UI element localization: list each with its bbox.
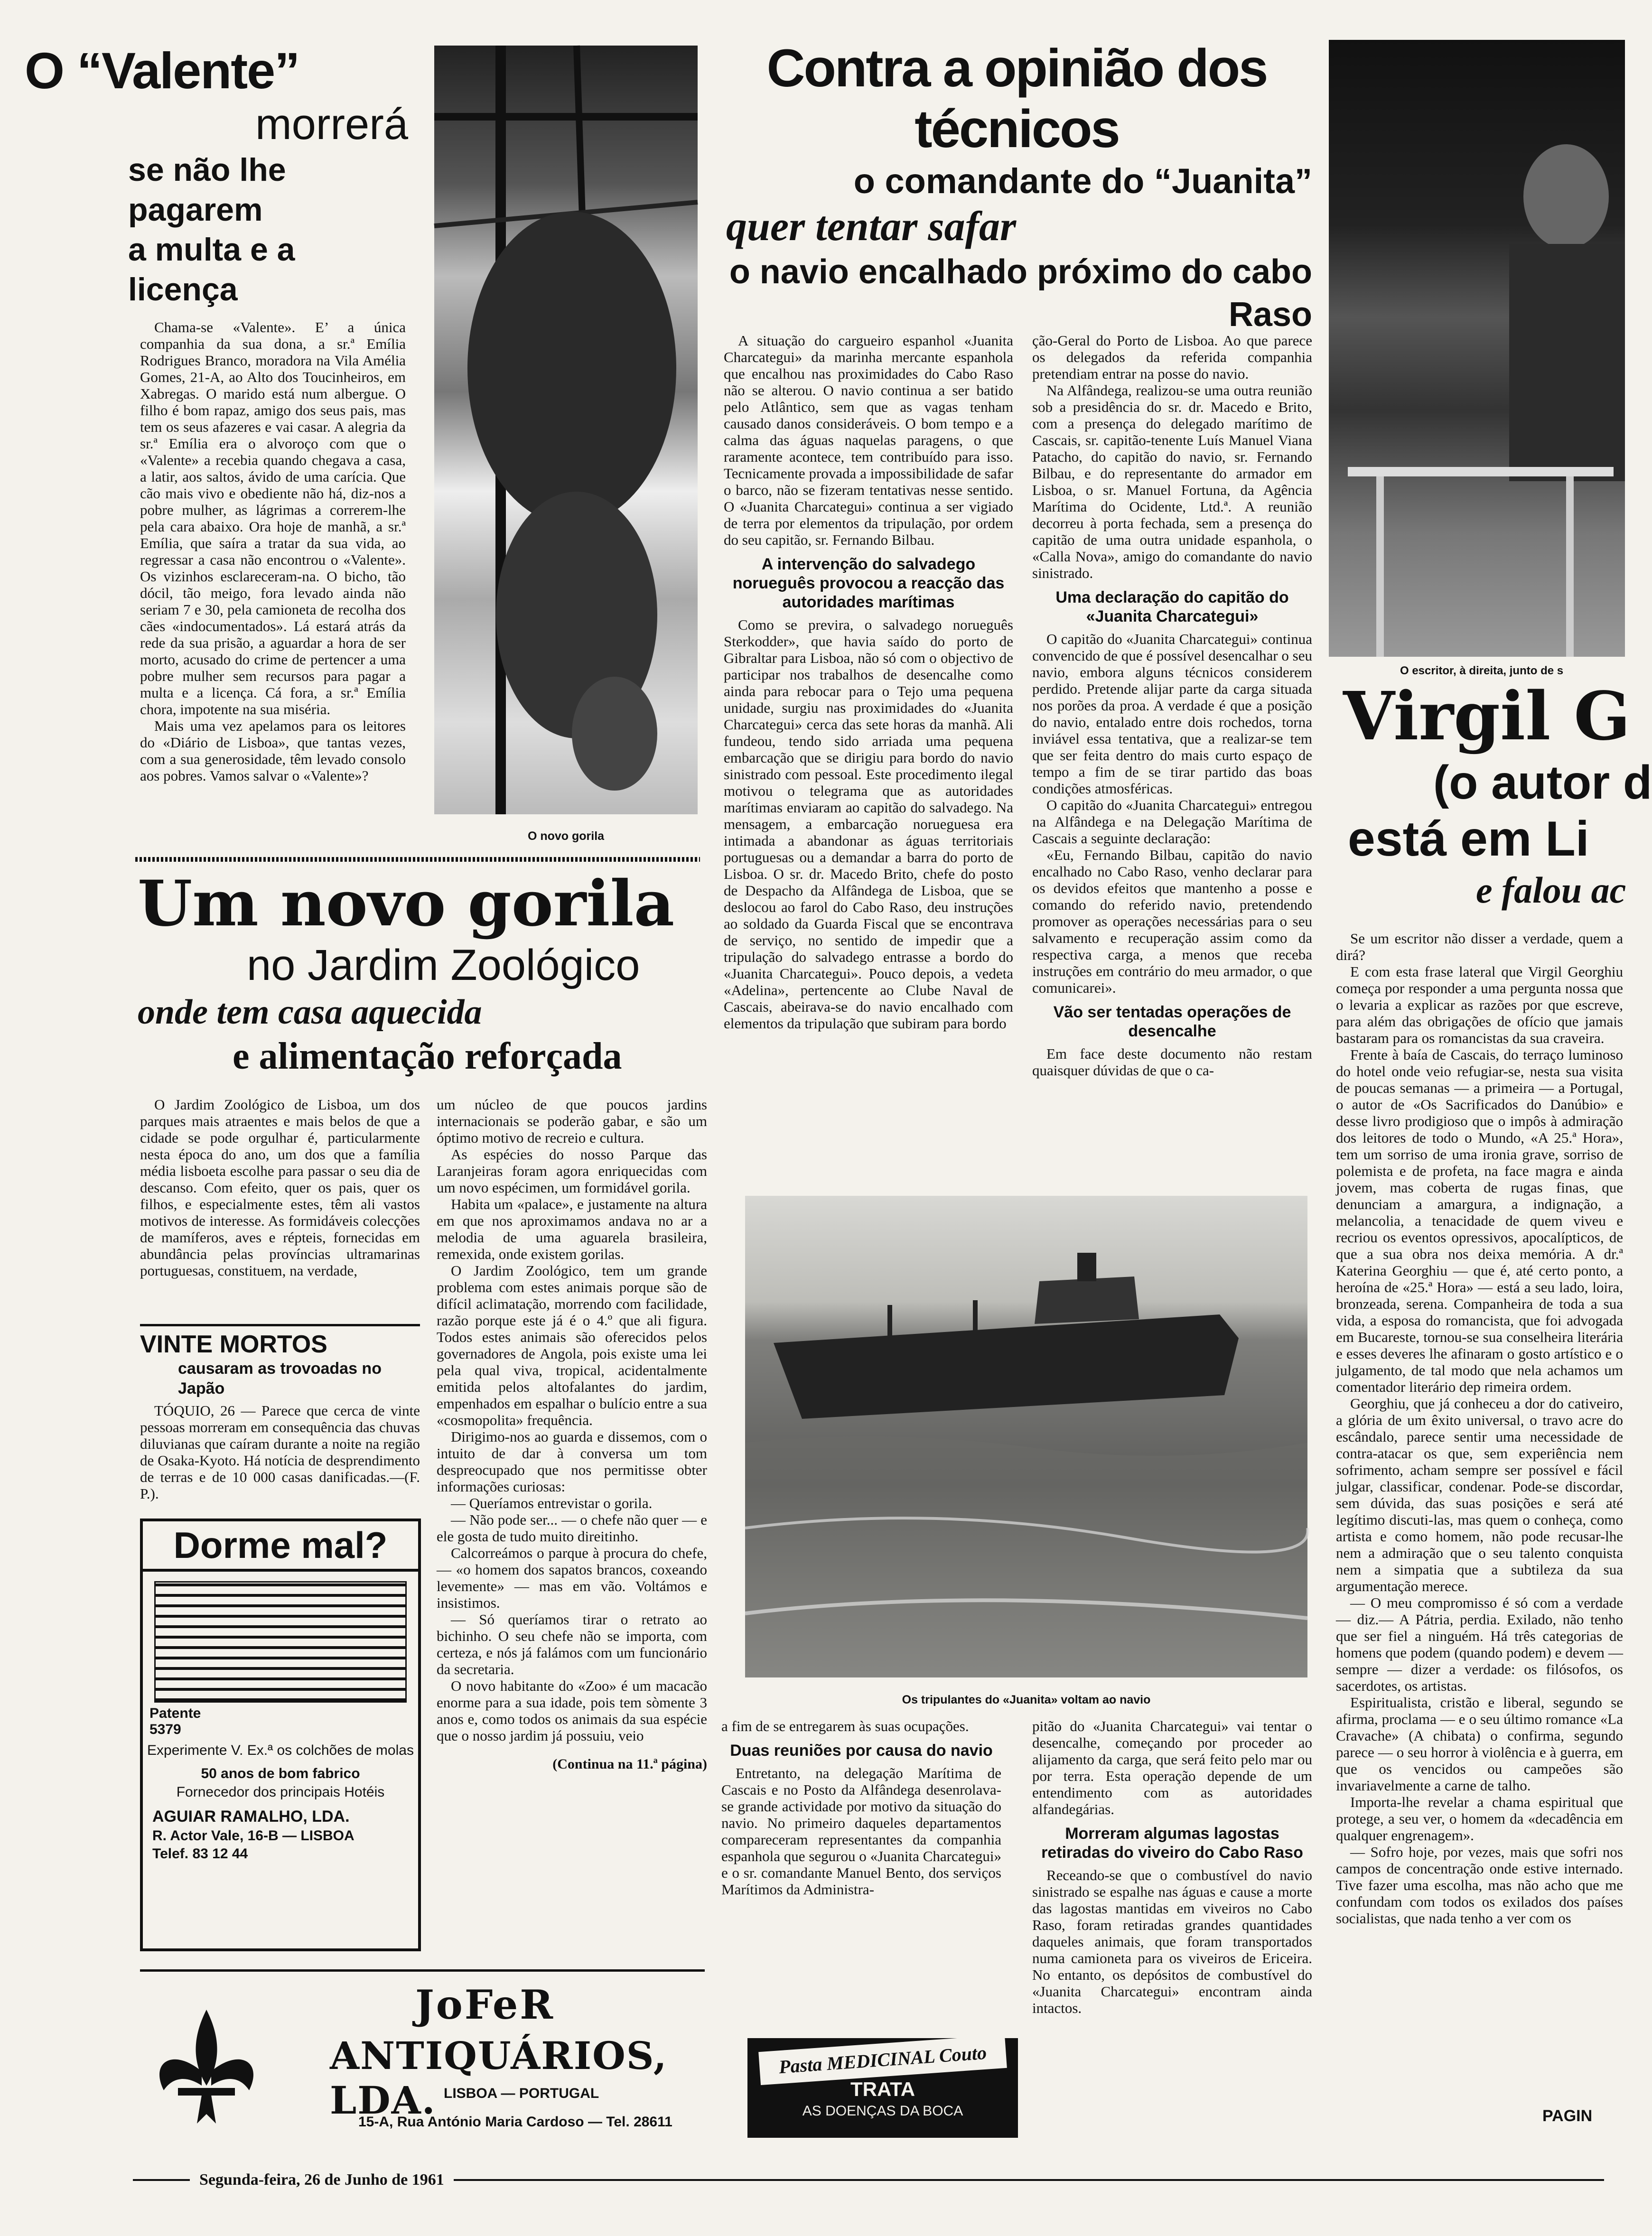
juanita-headline xyxy=(721,38,1312,336)
virgil-title-4: e falou ac xyxy=(1476,869,1626,911)
gorila-paragraph: Habita um «palace», e justamente na altura em que nos aproximamos andava no ar a melodia de uma aguarela brasileira, remexida, onde existem gorilas. xyxy=(437,1196,707,1262)
pasta-line: AS DOENÇAS DA BOCA xyxy=(802,2103,963,2119)
juanita-paragraph: Em face deste documento não restam quaisquer dúvidas de que o ca- xyxy=(1032,1045,1312,1079)
juanita-subheading: Uma declaração do capitão do «Juanita Charcategui» xyxy=(1055,588,1289,625)
juanita-title-3: quer tentar safar xyxy=(726,204,1017,250)
dorme-phone: Telef. 83 12 44 xyxy=(152,1846,248,1862)
gorila-photo xyxy=(434,46,698,814)
virgil-title-2: (o autor d xyxy=(1433,756,1652,809)
gorila-paragraph: Dirigimo-nos ao guarda e dissemos, com o intuito de dar à conversa um tom despreocupado que nos permitisse obter informações curiosas: xyxy=(437,1428,707,1495)
juanita-paragraph: pitão do «Juanita Charcategui» vai tentar o desencalhe, começando por proceder ao alijamento da carga, que será feito pelo mar ou por terra. Esta operação depende de um entendimento com as autoridades alfandegárias. xyxy=(1032,1718,1312,1817)
page-date: Segunda-feira, 26 de Junho de 1961 xyxy=(199,2171,444,2189)
juanita-title-4: o navio encalhado próximo do cabo Raso xyxy=(729,253,1312,334)
gorila-title-3: onde tem casa aquecida xyxy=(138,993,482,1032)
separator xyxy=(140,1324,420,1326)
separator xyxy=(133,2179,190,2181)
gorila-col-1 xyxy=(140,1096,420,1279)
fleur-de-lis-icon xyxy=(145,2005,268,2128)
virgil-title: Virgil G xyxy=(1343,678,1631,755)
juanita-subheading: A intervenção do salvadego norueguês provocou a reacção das autoridades marítimas xyxy=(732,555,1005,611)
separator xyxy=(454,2179,1604,2181)
valente-article xyxy=(19,43,413,784)
dorme-company: AGUIAR RAMALHO, LDA. xyxy=(152,1807,350,1826)
gorila-paragraph: As espécies do nosso Parque das Laranjeiras foram agora enriquecidas com um novo espécimen, um formidável gorila. xyxy=(437,1146,707,1196)
vinte-subtitle: causaram as trovoadas no Japão xyxy=(178,1360,382,1398)
juanita-paragraph: Na Alfândega, realizou-se uma outra reunião sob a presidência do sr. dr. Macedo e Brito, com a presença do delegado marítimo de Cascais, sr. capitão-tenente Luís Manuel Viana Patacho, do capitão do navio, sr. Fernando Bilbau, e do representante do armador em Lisboa, o sr. Manuel Fortuna, da Agência Marítima do Ocidente, Ltd.ª. A reunião decorreu à porta fechada, sem a presença do capitão de uma outra unidade espanhola, o «Calla Nova», amigo do comandante do navio sinistrado. xyxy=(1032,382,1312,581)
dorme-mal-ad xyxy=(140,1519,421,1951)
juanita-col-1 xyxy=(724,332,1013,1032)
juanita-paragraph: «Eu, Fernando Bilbau, capitão do navio encalhado no Cabo Raso, venho declarar para os devidos efeitos que mantenho a posse e comando do referido navio, pretendendo promover as operações necessárias para o seu salvamento e recuperação assim como da respectiva carga, a menos que receba instruções em contrário do meu armador, o que comunicarei». xyxy=(1032,847,1312,996)
gorila-title-4: e alimentação reforçada xyxy=(233,1035,622,1077)
page-marker: PAGIN xyxy=(1542,2107,1593,2125)
jofer-logo: JoFeR xyxy=(415,1981,555,2028)
ship-photo xyxy=(745,1196,1307,1677)
gorila-title: Um novo gorila xyxy=(138,867,675,941)
juanita-paragraph: O capitão do «Juanita Charcategui» continua convencido de que é possível desencalhar o seu navio, embora alguns técnicos considerem perdido. Pretende alijar parte da carga situada nos porões da proa. A verdade é que a posição do navio, entalado entre dois rochedos, torna inviável essa tentativa, que a realizar-se tem que ser feita dentro do mais curto espaço de tempo a fim de se tirar partido das boas condições atmosféricas. xyxy=(1032,631,1312,797)
gorila-paragraph: — Queríamos entrevistar o gorila. xyxy=(451,1495,653,1511)
gorila-paragraph: O Jardim Zoológico de Lisboa, um dos parques mais atraentes e mais belos de que a cidade se pode orgulhar é, particularmente nesta época do ano, um dos que a família média lisboeta escolhe para passar o seu dia de descanso. Com efeito, quer os pais, quer os filhos, e especialmente estes, têm ali vastos motivos de interesse. As formidáveis colecções de mamíferos, aves e répteis, fornecidas em abundância pelas províncias ultramarinas portuguesas, constituem, na verdade, xyxy=(140,1096,420,1279)
virgil-paragraph: E com esta frase lateral que Virgil Georghiu começa por responder a uma pergunta nossa que o levaria a explicar as razões por que escreve, para além das obrigações de ofício que jamais bastaram para os romancistas da sua craveira. xyxy=(1336,963,1623,1046)
gorila-headline xyxy=(138,868,707,1079)
patente-number: 5379 xyxy=(149,1722,181,1737)
footer xyxy=(133,2171,1604,2189)
juanita-paragraph: a fim de se entregarem às suas ocupações. xyxy=(721,1718,969,1734)
gorila-title-2: no Jardim Zoológico xyxy=(247,941,640,989)
valente-paragraph: Chama-se «Valente». E’ a única companhia da sua dona, a sr.ª Emília Rodrigues Branco, moradora na Vila Amélia Gomes, 21-A, ao Alto dos Toucinheiros, em Xabregas. O marido está num albergue. O filho é bom rapaz, amigo dos seus pais, mas tem os seus afazeres e vai casar. A alegria da sr.ª Emília era o alvoroço com que o «Valente» a recebia quando chegava a casa, a latir, aos saltos, ávido de uma carícia. Que cão mais vivo e obediente não há, diz-nos a pobre mulher, as lágrimas a correrem-lhe pela cara abaixo. Ora hoje de manhã, a sr.ª Emília, que saíra a tratar da sua vida, ao regressar a casa não encontrou o «Valente». Os vizinhos esclareceram-na. O bicho, tão dócil, tão meigo, fora levado ainda não seriam 7 e 30, pela camioneta de recolha dos cães «indocumentados». Lá estará atrás da rede da sua prisão, a aguardar a hora de ser morto, acusado do crime de pertencer a uma pobre mulher sem recursos para pagar a multa e a licença. Cá fora, a sr.ª Emília chora, impotente na sua miséria. xyxy=(140,319,406,717)
gorila-col-2 xyxy=(437,1096,707,1772)
virgil-body xyxy=(1336,930,1623,2069)
jofer-address: 15-A, Rua António Maria Cardoso — Tel. 28611 xyxy=(358,2114,672,2130)
dorme-line: Fornecedor dos principais Hotéis xyxy=(176,1784,385,1800)
separator xyxy=(135,857,700,862)
virgil-headline xyxy=(1334,678,1652,913)
juanita-title: Contra a opinião dos técnicos xyxy=(766,38,1267,158)
virgil-paragraph: Importa-lhe revelar a chama espiritual que protege, a seu ver, o homem da «decadência em qualquer engrenagem». xyxy=(1336,1794,1623,1844)
vinte-paragraph: TÓQUIO, 26 — Parece que cerca de vinte pessoas morreram em consequência das chuvas diluvianas que caíram durante a noite na região de Osaka-Kyoto. Há notícia de desprendimento de terras e de 10 000 casas danificadas.—(F. P.). xyxy=(140,1402,420,1502)
valente-title: O “Valente” xyxy=(25,42,299,99)
gorila-paragraph: — Não pode ser... — o chefe não quer — e ele gosta de tudo muito direitinho. xyxy=(437,1511,707,1545)
juanita-paragraph: Entretanto, na delegação Marítima de Cascais e no Posto da Alfândega desenrolava-se grande actividade por motivo da situação do navio. No primeiro daqueles departamentos compareceram representantes da companhia espanhola que segurou o «Juanita Charcategui» e o sr. comandante Manuel Bento, dos serviços Marítimos da Administra- xyxy=(721,1765,1001,1898)
virgil-paragraph: — O meu compromisso é só com a verdade — diz.— A Pátria, perdia. Exilado, não tenho que ser fiel a ninguém. Há três categorias de homens que podem (quando podem) e devem — sempre — dizer a verdade: os filósofos, os sacerdotes, os artistas. xyxy=(1336,1594,1623,1694)
virgil-paragraph: Frente à baía de Cascais, do terraço luminoso do hotel onde veio refugiar-se, nesta sua visita de poucas semanas — a primeira — a Portugal, o autor de «Os Sacrificados do Danúbio» e desse livro prodigioso que o impôs à admiração dos leitores de todo o Mundo, «A 25.ª Hora», tem um sorriso de uma ironia grave, sorriso de polemista e de profeta, na face magra e ainda jovem, mas coberta de rugas finas, que denunciam a amargura, a indignação, a melancolia, a tenacidade de quem viveu e recriou os eventos opressivos, apocalípticos, de que a sua obra nos deixa memória. A dr.ª Katerina Georghiu — que é, até certo ponto, a heroína de «25.ª Hora» — está a seu lado, loira, bronzeada, serena. Companheira de toda a sua vida, a esposa do romancista, que foi advogada em Bucareste, tornou-se sua conselheira literária e esses deveres lhe afinaram o gosto artístico e o julgamento, de tal modo que nela achamos um comentador literário dep rimeira ordem. xyxy=(1336,1046,1623,1395)
juanita-paragraph: Como se previra, o salvadego norueguês Sterkodder», que havia saído do porto de Gibraltar para Lisboa, não só com o objectivo de participar nos trabalhos de desencalhe como ainda para rebocar para o Tejo uma pequena unidade, surgiu nas proximidades do «Juanita Charcategui» cerca das sete horas da manhã. Ali fundeou, tendo sido arriada uma pequena embarcação que se dirigiu para bordo do navio sinistrado com pessoal. Este procedimento ilegal motivou o telegrama que as autoridades marítimas enviaram ao capitão do salvadego. Na mensagem, a embarcação norueguesa era intimada a abandonar as águas territoriais portuguesas ou a demandar a barra do porto de Lisboa. O sr. dr. Macedo Brito, chefe do posto de Despacho da Alfândega de Lisboa, que se deslocou ao farol do Cabo Raso, deu instruções ao soldado da Guarda Fiscal que se encontrava de serviço, no sentido de impedir que a tripulação do salvadego entrasse a bordo do «Juanita Charcategui». Pouco depois, a vedeta «Adelina», pertencente ao Clube Naval de Cascais, abeirava-se do navio encalhado com elementos da tripulação que subiram para bordo xyxy=(724,616,1013,1032)
juanita-subheading: Duas reuniões por causa do navio xyxy=(730,1742,993,1760)
mattress-illustration xyxy=(154,1581,407,1703)
valente-title-4: a multa e a licença xyxy=(128,232,295,307)
pasta-brand: Pasta MEDICINAL Couto xyxy=(758,2035,1007,2085)
virgil-paragraph: — Sofro hoje, por vezes, mais que sofri nos campos de concentração onde estive internado. Tive fazer uma escolha, mas não acho que me confundam com todos os exilados dos países socialistas, que nada tenho a ver com os xyxy=(1336,1844,1623,1927)
gorila-paragraph: um núcleo de que poucos jardins internacionais se poderão gabar, e são um óptimo motivo de recreio e cultura. xyxy=(437,1096,707,1146)
continua-note: (Continua na 11.ª página) xyxy=(552,1756,707,1772)
valente-title-2: morrerá xyxy=(255,100,408,149)
juanita-paragraph: ção-Geral do Porto de Lisboa. Ao que parece os delegados da referida companhia pretendiam entrar na posse do navio. xyxy=(1032,332,1312,382)
juanita-subheading: Vão ser tentadas operações de desencalhe xyxy=(1053,1003,1291,1040)
juanita-bottom-col-1 xyxy=(721,1718,1001,1898)
dorme-line: 50 anos de bom fabrico xyxy=(201,1766,360,1781)
jofer-name: ANTIQUÁRIOS, LDA. xyxy=(330,2033,668,2123)
gorila-paragraph: O Jardim Zoológico, tem um grande problema com estes animais porque são de difícil aclimatação, morrendo com facilidade, razão porque este já é o 4.º que ali figura. Todos estes animais são oferecidos pelos governadores de Angola, pois existe uma lei pela qual viva, tropical, acidentalmente emitida pelos altofalantes do jardim, empenhados em espalhar o bulício entre a sua «cosmopolita» frequência. xyxy=(437,1262,707,1428)
juanita-title-2: o comandante do “Juanita” xyxy=(853,161,1312,201)
virgil-paragraph: Espiritualista, cristão e liberal, segundo se afirma, proclama — e o seu último romance «La Cravache» (A chibata) o confirma, segundo parece — o seu horror à violência e à guerra, em que os vencidos ou campeões são invariavelmente a carne de talho. xyxy=(1336,1694,1623,1794)
gorila-paragraph: Calcorreámos o parque à procura do chefe, — «o homem dos sapatos brancos, coxeando levemente» — mas em vão. Voltámos e insistimos. xyxy=(437,1545,707,1611)
pasta-medicinal-ad xyxy=(747,2038,1018,2138)
valente-title-3: se não lhe pagarem xyxy=(128,152,286,228)
gorila-paragraph: O novo habitante do «Zoo» é um macacão enorme para a sua idade, pois tem sòmente 3 anos e, como todos os animais da sua espécie que o nosso jardim já possuiu, veio xyxy=(437,1677,707,1744)
virgil-paragraph: Georghiu, que já conheceu a dor do cativeiro, a glória de um êxito universal, o travo acre do escândalo, parece sentir uma necessidade de contra-atacar os que, sem experiência nem sofrimento, acham sempre ser possível e fácil julgar, classificar, condenar. Pode-se discordar, sem dúvida, das suas posições e será até legítimo discuti-las, mas quem o conheça, como artista e como homem, não pode recusar-lhe nem a admiração que o seu talento conquista nem a simpatia que a subtileza da sua argumentação merece. xyxy=(1336,1395,1623,1594)
ship-photo-illustration xyxy=(745,1196,1307,1677)
vinte-mortos-article xyxy=(140,1324,420,1502)
pasta-line: TRATA xyxy=(850,2078,915,2100)
virgil-photo-caption: O escritor, à direita, junto de s xyxy=(1400,664,1564,677)
patente-label: Patente xyxy=(149,1705,201,1721)
juanita-bottom-col-2 xyxy=(1032,1718,1312,2016)
juanita-paragraph: A situação do cargueiro espanhol «Juanita Charcategui» da marinha mercante espanhola que encalhou nas proximidades do Cabo Raso não se alterou. O navio continua a ser batido pelo Atlântico, sem que as vagas tenham causado danos consideráveis. O bom tempo e a calma das águas naquelas paragens, o que raramente acontece, tem contribuído para isso. Tecnicamente provada a impossibilidade de safar o barco, não se fizeram tentativas nesse sentido. O «Juanita Charcategui» continua a ser vigiado de terra por elementos da tripulação, por ordem do seu capitão, sr. Fernando Bilbau. xyxy=(724,332,1013,548)
jofer-ad xyxy=(140,1969,705,2143)
vinte-title: VINTE MORTOS xyxy=(140,1331,327,1358)
ship-caption: Os tripulantes do «Juanita» voltam ao navio xyxy=(902,1693,1151,1706)
dorme-title: Dorme mal? xyxy=(143,1521,418,1572)
juanita-subheading: Morreram algumas lagostas retiradas do viveiro do Cabo Raso xyxy=(1041,1825,1303,1862)
jofer-city: LISBOA — PORTUGAL xyxy=(444,2086,599,2101)
virgil-title-3: está em Li xyxy=(1348,811,1589,866)
juanita-paragraph: O capitão do «Juanita Charcategui» entregou na Alfândega e na Delegação Marítima de Cascais a seguinte declaração: xyxy=(1032,797,1312,847)
gorila-photo-illustration xyxy=(434,46,698,814)
juanita-col-2 xyxy=(1032,332,1312,1079)
virgil-photo-illustration xyxy=(1329,40,1625,657)
dorme-address: R. Actor Vale, 16-B — LISBOA xyxy=(152,1828,355,1844)
virgil-photo xyxy=(1329,40,1625,657)
virgil-paragraph: Se um escritor não disser a verdade, quem a dirá? xyxy=(1336,930,1623,963)
valente-paragraph-2: Mais uma vez apelamos para os leitores do «Diário de Lisboa», que tantas vezes, com a sua generosidade, têm levado consolo aos pobres. Vamos salvar o «Valente»? xyxy=(140,717,406,784)
gorila-paragraph: — Só queríamos tirar o retrato ao bichinho. O seu chefe não se importa, com certeza, e nós já falámos com um funcionário da secretaria. xyxy=(437,1611,707,1677)
juanita-paragraph: Receando-se que o combustível do navio sinistrado se espalhe nas águas e cause a morte das lagostas mantidas em viveiros no Cabo Raso, foram retiradas grandes quantidades daqueles animais, que foram transportados numa camioneta para os viveiros de Ericeira. No entanto, os depósitos de combustível do «Juanita Charcategui» encontram ainda intactos. xyxy=(1032,1867,1312,2016)
dorme-line: Experimente V. Ex.ª os colchões de molas xyxy=(147,1742,414,1758)
gorila-photo-caption: O novo gorila xyxy=(527,829,605,843)
